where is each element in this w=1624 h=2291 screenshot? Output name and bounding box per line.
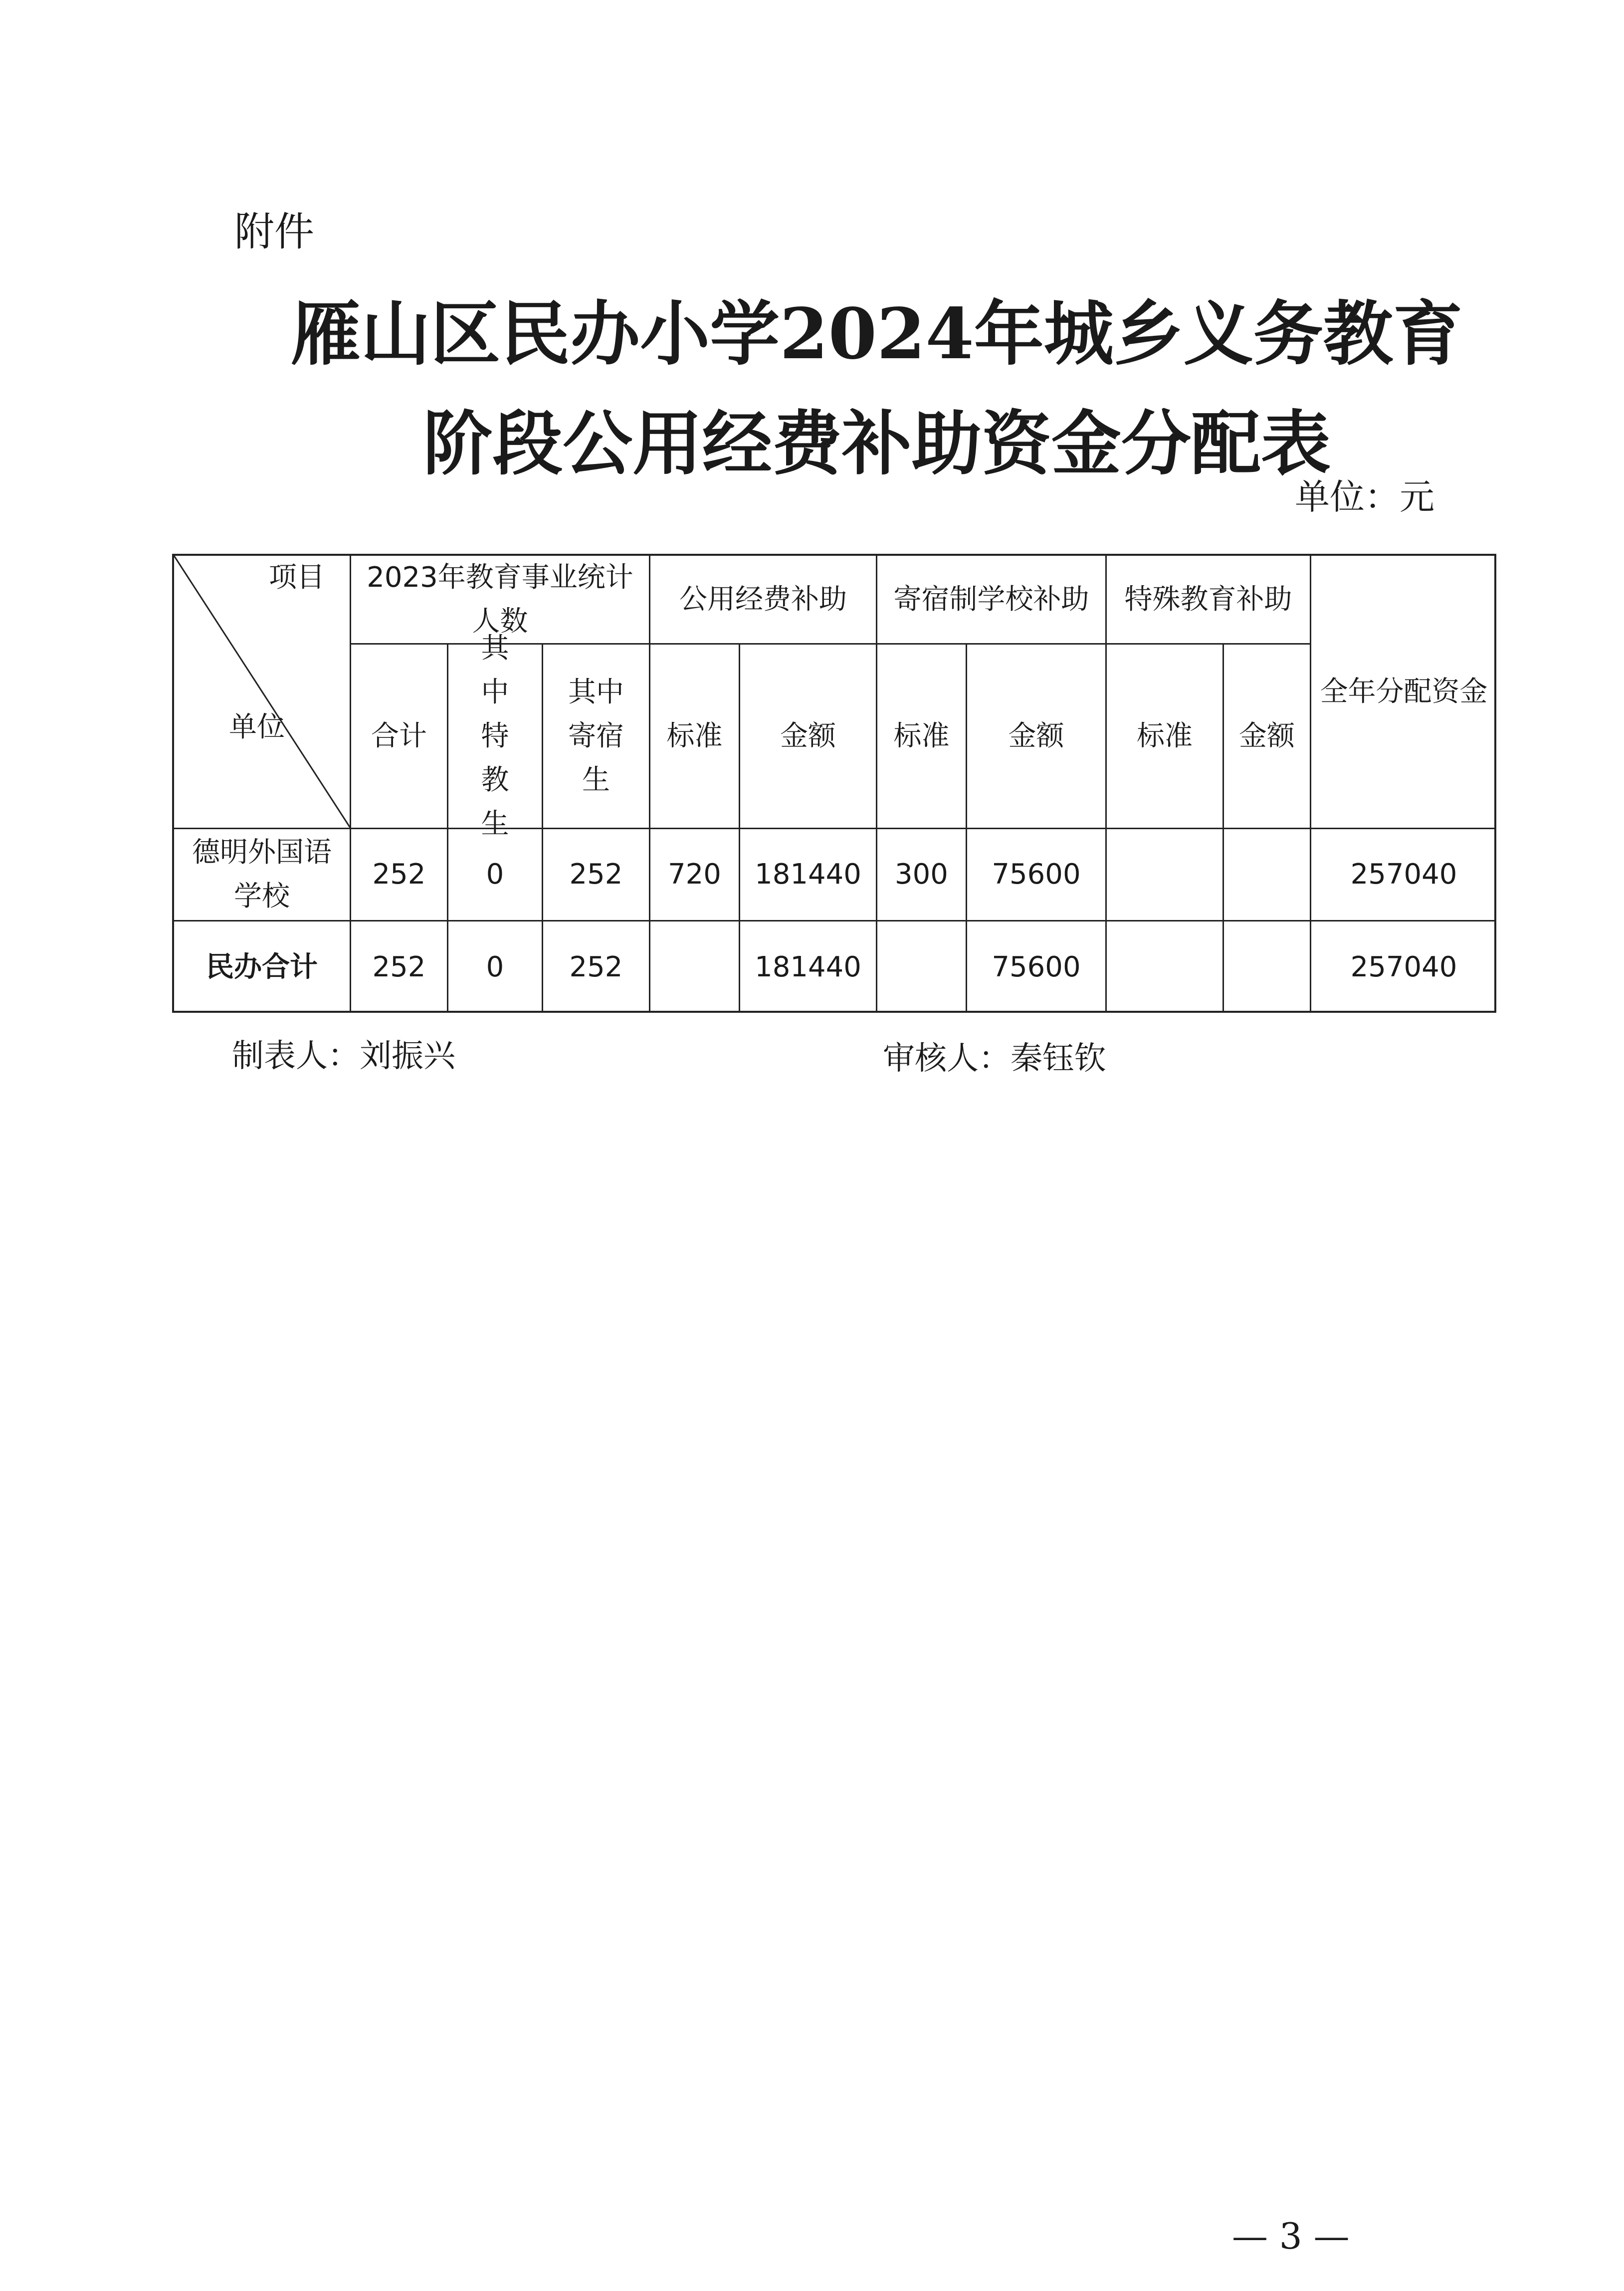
document-title: [0, 279, 1624, 499]
subheader-boarding-amt: 金额: [967, 645, 1107, 829]
subheader-public-std: 标准: [650, 645, 740, 829]
subheader-boarding-std: 标准: [877, 645, 967, 829]
row2-boarding-students: 252: [543, 921, 650, 1013]
corner-bottom-label: 单位: [229, 711, 285, 743]
table-maker: 制表人：刘振兴: [232, 1038, 455, 1075]
table-checker: 审核人：秦钰钦: [883, 1040, 1106, 1077]
corner-cell: [174, 556, 351, 829]
row1-special-students: 0: [448, 829, 543, 921]
row1-boarding-students: 252: [543, 829, 650, 921]
subheader-boarding-students: 其中寄宿生: [543, 645, 650, 829]
row1-annual: 257040: [1311, 829, 1496, 921]
row2-unit: 民办合计: [174, 921, 351, 1013]
subheader-special-std: 标准: [1107, 645, 1224, 829]
row1-boarding-std: 300: [877, 829, 967, 921]
row2-public-amt: 181440: [740, 921, 877, 1013]
row2-boarding-amt: 75600: [967, 921, 1107, 1013]
header-boarding: 寄宿制学校补助: [877, 556, 1107, 645]
subheader-special-students: 其中特教生: [448, 645, 543, 829]
row1-boarding-amt: 75600: [967, 829, 1107, 921]
row1-public-amt: 181440: [740, 829, 877, 921]
row2-annual: 257040: [1350, 950, 1457, 983]
attachment-label: 附件: [234, 209, 314, 255]
row1-total: 252: [351, 829, 448, 921]
row2-special-amt: [1224, 921, 1311, 1013]
row1-special-std: [1107, 829, 1224, 921]
row2-boarding-std: [877, 921, 967, 1013]
header-annual: 全年分配资金: [1311, 556, 1496, 829]
header-stats: 2023年教育事业统计人数: [351, 556, 650, 645]
subheader-total: 合计: [351, 645, 448, 829]
title-line-2: 阶段公用经费补助资金分配表: [422, 403, 1331, 485]
page-number: — 3 —: [1232, 2215, 1350, 2257]
row2-public-std: [650, 921, 740, 1013]
title-line-1: 雁山区民办小学2024年城乡义务教育: [291, 293, 1463, 375]
row2-special-std: [1107, 921, 1224, 1013]
allocation-table: [172, 554, 1496, 1013]
subheader-public-amt: 金额: [740, 645, 877, 829]
unit-label: 单位：元: [1295, 476, 1434, 517]
header-special: 特殊教育补助: [1107, 556, 1311, 645]
row1-special-amt: [1224, 829, 1311, 921]
subheader-special-amt: 金额: [1224, 645, 1311, 829]
row2-special-students: 0: [448, 921, 543, 1013]
row2-total: 252: [351, 921, 448, 1013]
corner-top-label: 项目: [269, 561, 325, 594]
row1-public-std: 720: [650, 829, 740, 921]
row1-unit: 德明外国语学校: [174, 829, 351, 921]
header-public: 公用经费补助: [650, 556, 877, 645]
